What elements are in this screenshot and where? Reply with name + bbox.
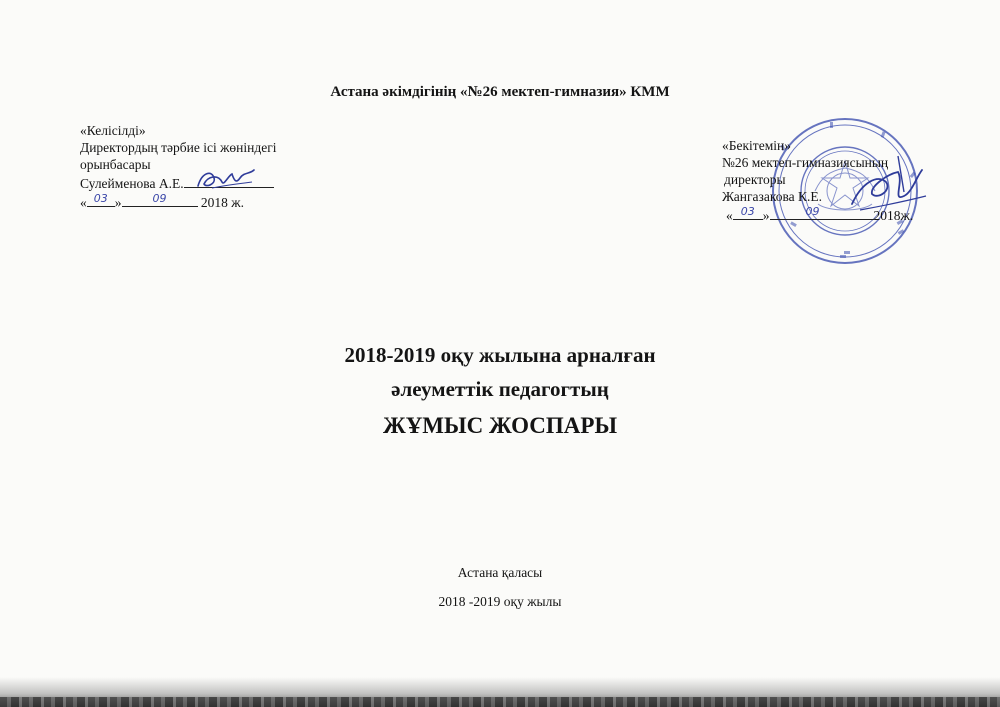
approved-date-open-quote: « bbox=[726, 208, 733, 223]
signature-icon bbox=[192, 164, 262, 196]
organization-header: Астана әкімдігінің «№26 мектеп-гимназия» КММ bbox=[330, 84, 670, 100]
approved-date-day: 03 bbox=[740, 205, 755, 218]
approved-position-line2: директоры bbox=[724, 172, 786, 187]
agreed-position-line2: орынбасары bbox=[80, 157, 151, 172]
footer-city: Астана қаласы bbox=[457, 565, 543, 580]
footer-year: 2018 -2019 оқу жылы bbox=[438, 594, 562, 609]
document-title bbox=[0, 338, 1000, 444]
approved-date-month: 09 bbox=[805, 205, 820, 218]
title-line-2: әлеуметтік педагогтың bbox=[391, 377, 609, 401]
approved-date-close-quote: » bbox=[762, 208, 770, 223]
approved-label: «Бекітемін» bbox=[722, 138, 791, 153]
approved-name: Жангазакова К.Е. bbox=[722, 189, 823, 204]
approved-position-line1: №26 мектеп-гимназиясының bbox=[722, 155, 889, 170]
agreed-date-month: 09 bbox=[152, 192, 167, 205]
title-line-1: 2018-2019 оқу жылына арналған bbox=[344, 343, 656, 367]
agreed-date-open-quote: « bbox=[80, 195, 87, 210]
agreed-date-year: 2018 ж. bbox=[200, 195, 244, 210]
signature-icon bbox=[842, 152, 932, 222]
agreed-date-day: 03 bbox=[93, 192, 108, 205]
agreed-date-close-quote: » bbox=[114, 195, 122, 210]
approved-date-year: 2018ж. bbox=[873, 208, 914, 223]
agreed-name: Сулейменова А.Е. bbox=[80, 176, 184, 191]
scan-edge-noise bbox=[0, 697, 1000, 707]
agreed-label: «Келісілді» bbox=[80, 123, 146, 138]
agreed-position-line1: Директордың тәрбие ісі жөніндегі bbox=[80, 140, 277, 155]
title-line-3: ЖҰМЫС ЖОСПАРЫ bbox=[382, 413, 618, 438]
